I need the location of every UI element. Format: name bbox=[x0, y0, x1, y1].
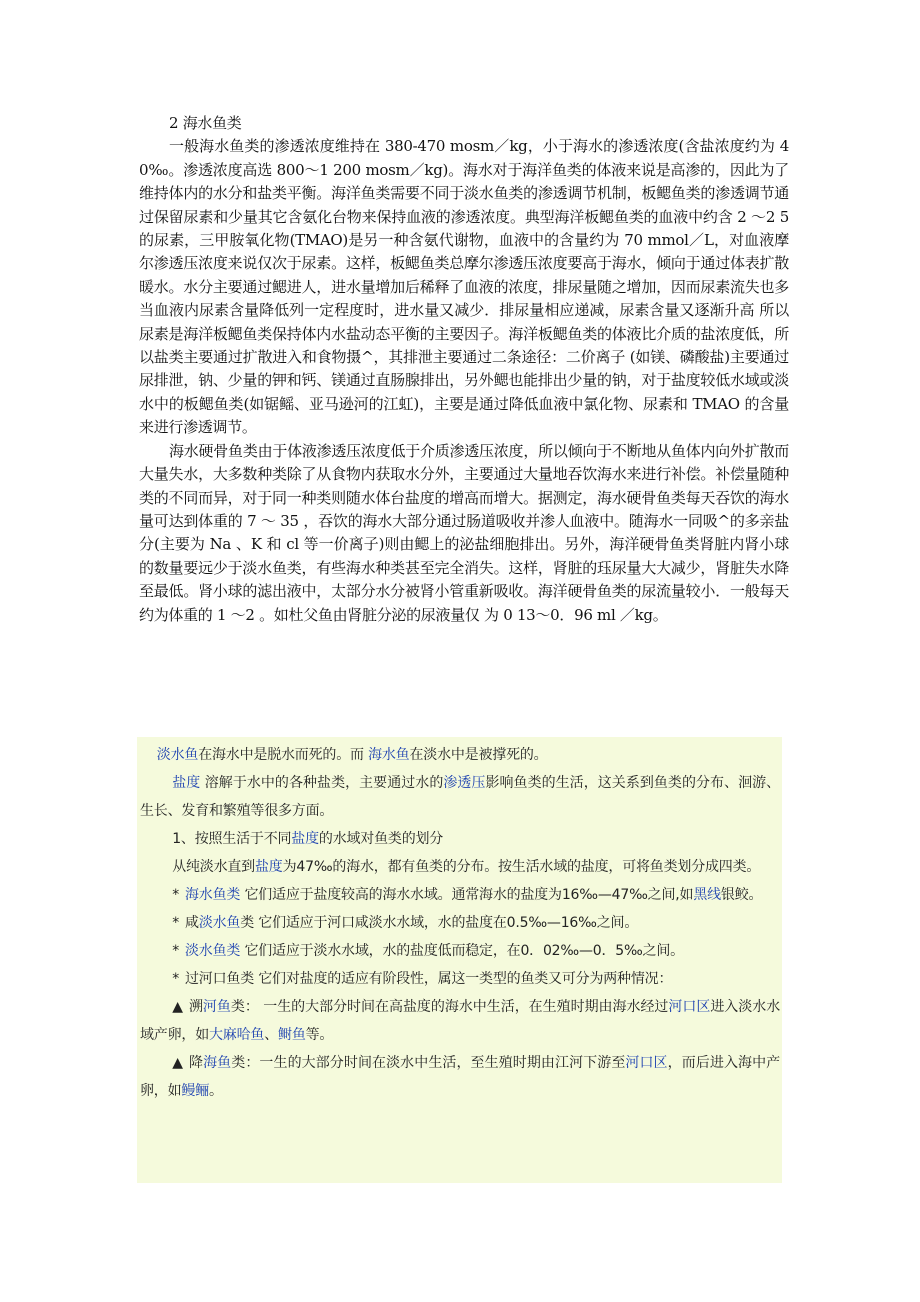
link-chum-salmon[interactable]: 大麻哈鱼 bbox=[209, 1027, 265, 1043]
bullet-marker: * bbox=[172, 915, 179, 931]
link-freshwater-fish[interactable]: 淡水鱼 bbox=[156, 747, 199, 763]
link-salinity[interactable]: 盐度 bbox=[291, 831, 319, 847]
note-paragraph: ▲ 降海鱼类：一生的大部分时间在淡水中生活，至生殖时期由江河下游至河口区，而后进入海中产卵，如鳗鲡。 bbox=[140, 1055, 780, 1099]
note-paragraph: 从纯淡水直到盐度为47‰的海水，都有鱼类的分布。按生活水域的盐度，可将鱼类划分成四类。 bbox=[172, 859, 761, 875]
link-river-fish[interactable]: 河鱼 bbox=[202, 999, 231, 1015]
triangle-marker-icon: ▲ bbox=[172, 999, 183, 1015]
link-estuary[interactable]: 河口区 bbox=[668, 999, 711, 1015]
triangle-marker-icon: ▲ bbox=[172, 1055, 184, 1071]
article-body bbox=[139, 112, 789, 627]
highlight-box bbox=[137, 737, 782, 1183]
note-paragraph: * 咸淡水鱼类 它们适应于河口咸淡水水域，水的盐度在0.5‰—16‰之间。 bbox=[172, 915, 639, 931]
bullet-marker: * bbox=[172, 943, 179, 959]
link-freshwater-fish[interactable]: 淡水鱼 bbox=[198, 915, 241, 931]
link-freshwater-fish-class[interactable]: 淡水鱼类 bbox=[185, 943, 241, 959]
link-salinity[interactable]: 盐度 bbox=[172, 775, 201, 791]
link-black-line[interactable]: 黑线 bbox=[693, 887, 721, 903]
article-paragraph: 海水硬骨鱼类由于体液渗透压浓度低于介质渗透压浓度，所以倾向于不断地从鱼体内向外扩散而大量失水，大多数种类除了从食物内获取水分外，主要通过大量地吞饮海水来进行补偿。补偿量随种类的不同而异，对于同一种类则随水体台盐度的增高而增大。据测定，海水硬骨鱼类每天吞饮的海水量可达到体重的 7 ～ 35 ，吞饮的海水大部分通过肠道吸收并渗人血液中。随海水一同吸^的多亲盐分(主要为 Na 、K 和 cl 等一价离子)则由鳃上的泌盐细胞排出。另外，海洋硬骨鱼类肾脏内肾小球的数量要远少于淡水鱼类，有些海水种类甚至完全消失。这样，肾脏的珏尿量大大减少，肾脏失水降至最低。肾小球的滤出液中，太部分水分被肾小管重新吸收。海洋硬骨鱼类的尿流量较小．一般每天约为体重的 1 ～2 。如杜父鱼由肾脏分泌的尿液量仅 为 0 13～0．96 ml ／kg。 bbox=[139, 441, 789, 624]
note-paragraph: * 淡水鱼类 它们适应于淡水水域，水的盐度低而稳定，在0．02‰—0．5‰之间。 bbox=[172, 943, 684, 959]
link-salinity[interactable]: 盐度 bbox=[255, 859, 283, 875]
link-marine-fish[interactable]: 海水鱼 bbox=[368, 747, 410, 763]
link-sea-fish[interactable]: 海鱼 bbox=[203, 1055, 232, 1071]
bullet-marker: * bbox=[172, 887, 179, 903]
note-paragraph: * 过河口鱼类 它们对盐度的适应有阶段性，属这一类型的鱼类又可分为两种情况： bbox=[172, 971, 673, 987]
note-paragraph: 1、按照生活于不同盐度的水域对鱼类的划分 bbox=[172, 831, 444, 847]
link-osmotic-pressure[interactable]: 渗透压 bbox=[443, 775, 486, 791]
article-paragraph: 一般海水鱼类的渗透浓度维持在 380-470 mosm／kg，小于海水的渗透浓度(含盐浓度约为 40‰。渗透浓度高选 800～1 200 mosm／kg)。海水对于海洋鱼类的体液来说是高渗的，因此为了维持体内的水分和盐类平衡。海洋鱼类需要不同于淡水鱼类的渗透调节机制，板鳃鱼类的渗透调节通过保留尿素和少量其它含氨化台物来保持血液的渗透浓度。典型海洋板鳃鱼类的血液中约含 2 ～2 5 的尿素，三甲胺氧化物(TMAO)是另一种含氨代谢物，血液中的含量约为 70 mmol／L，对血液摩尔渗透压浓度来说仅次于尿素。这样，板鳃鱼类总摩尔渗透压浓度要高于海水，倾向于通过体表扩散暖水。水分主要通过鳃进人，进水量增加后稀释了血液的浓度，排尿量随之增加，因而尿素流失也多当血液内尿素含量降低列一定程度时，进水量又减少．排尿量相应递减，尿素含量又逐渐升高 所以尿素是海洋板鳃鱼类保持体内水盐动态平衡的主要因子。海洋板鳃鱼类的体液比介质的盐浓度低，所以盐类主要通过扩散进入和食物摄^，其排泄主要通过二条途径：二价离子 (如镁、磷酸盐)主要通过尿排泄，钠、少量的钾和钙、镁通过直肠腺排出，另外鳃也能排出少量的钠，对于盐度较低水域或淡水中的板鳃鱼类(如锯鳐、亚马逊河的江虹)，主要是通过降低血液中氯化物、尿素和 TMAO 的含量来进行渗透调节。 bbox=[139, 137, 789, 437]
link-eel[interactable]: 鳗鲡 bbox=[181, 1083, 210, 1099]
link-estuary[interactable]: 河口区 bbox=[625, 1055, 668, 1071]
link-shad[interactable]: 鲥鱼 bbox=[278, 1027, 306, 1043]
section-heading: 2 海水鱼类 bbox=[169, 114, 242, 132]
link-marine-fish-class[interactable]: 海水鱼类 bbox=[185, 887, 241, 903]
note-paragraph: * 海水鱼类 它们适应于盐度较高的海水水域。通常海水的盐度为16‰—47‰之间,如黑线银鲛。 bbox=[172, 887, 763, 903]
note-paragraph: 盐度 溶解于水中的各种盐类，主要通过水的渗透压影响鱼类的生活，这关系到鱼类的分布、洄游、生长、发育和繁殖等很多方面。 bbox=[140, 775, 780, 819]
bullet-marker: * bbox=[172, 971, 179, 987]
note-paragraph: ▲ 溯河鱼类： 一生的大部分时间在高盐度的海水中生活，在生殖时期由海水经过河口区进入淡水水域产卵，如大麻哈鱼、鲥鱼等。 bbox=[140, 999, 780, 1043]
note-paragraph: 淡水鱼在海水中是脱水而死的。而 海水鱼在淡水中是被撑死的。 bbox=[156, 747, 548, 763]
